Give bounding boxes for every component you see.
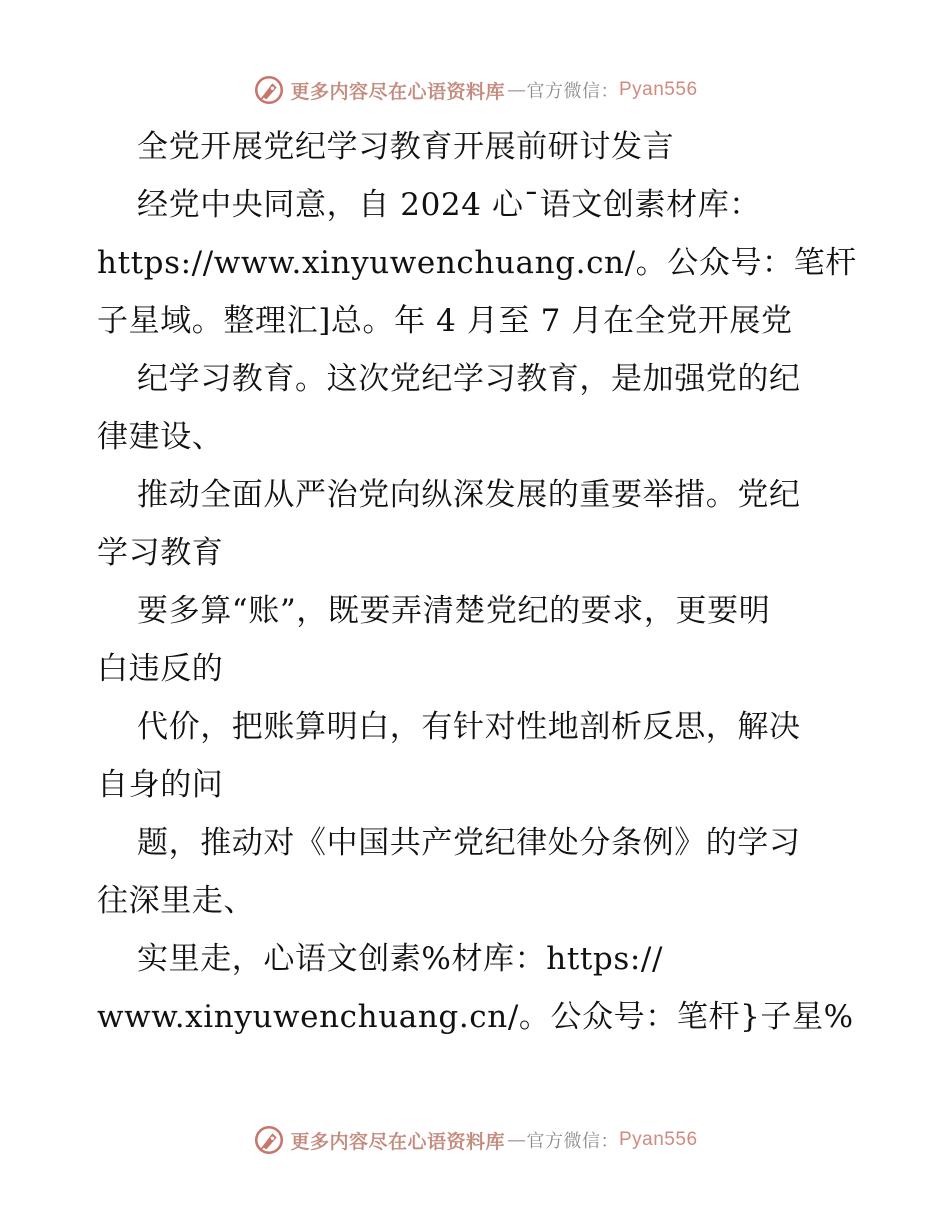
document-line: 子星域。整理汇]总。年 4 月至 7 月在全党开展党 [97,303,793,339]
watermark-separator: — [507,1129,527,1151]
watermark-wechat-label: 官方微信： [526,1131,619,1152]
watermark-text: 更多内容尽在心语资料库 [290,80,505,103]
document-line: 纪学习教育。这次党纪学习教育，是加强党的纪 [137,361,801,397]
document-line: 全党开展党纪学习教育开展前研讨发言 [137,129,675,165]
document-line: 题，推动对《中国共产党纪律处分条例》的学习 [137,825,801,861]
document-line: 往深里走、 [97,883,255,919]
document-line: 律建设、 [97,419,224,455]
watermark-wechat-id: Pyan556 [619,1129,698,1150]
document-line: 要多算“账”，既要弄清楚党纪的要求，更要明 [137,593,771,629]
pen-nib-logo-icon [252,73,286,107]
watermark-wechat-id: Pyan556 [619,79,698,100]
document-line: 自身的问 [97,767,224,803]
header-watermark [0,70,950,110]
document-line: 实里走，心语文创素%材库：https:// [137,941,664,977]
document-line: 学习教育 [97,535,224,571]
document-line: www.xinyuwenchuang.cn/。公众号：笔杆}子星% [97,999,854,1035]
document-line: 白违反的 [97,651,224,687]
document-line: 推动全面从严治党向纵深发展的重要举措。党纪 [137,477,801,513]
pen-nib-logo-icon [252,1123,286,1157]
watermark-wechat-label: 官方微信： [526,81,619,102]
watermark-separator: — [507,79,527,101]
document-line: 经党中央同意，自 2024 心¯语文创素材库： [137,187,761,223]
document-line: 代价，把账算明白，有针对性地剖析反思，解决 [137,709,801,745]
watermark-text: 更多内容尽在心语资料库 [290,1130,505,1153]
document-line: https://www.xinyuwenchuang.cn/。公众号：笔杆 [97,245,857,281]
document-body [97,118,857,1046]
footer-watermark [0,1120,950,1160]
